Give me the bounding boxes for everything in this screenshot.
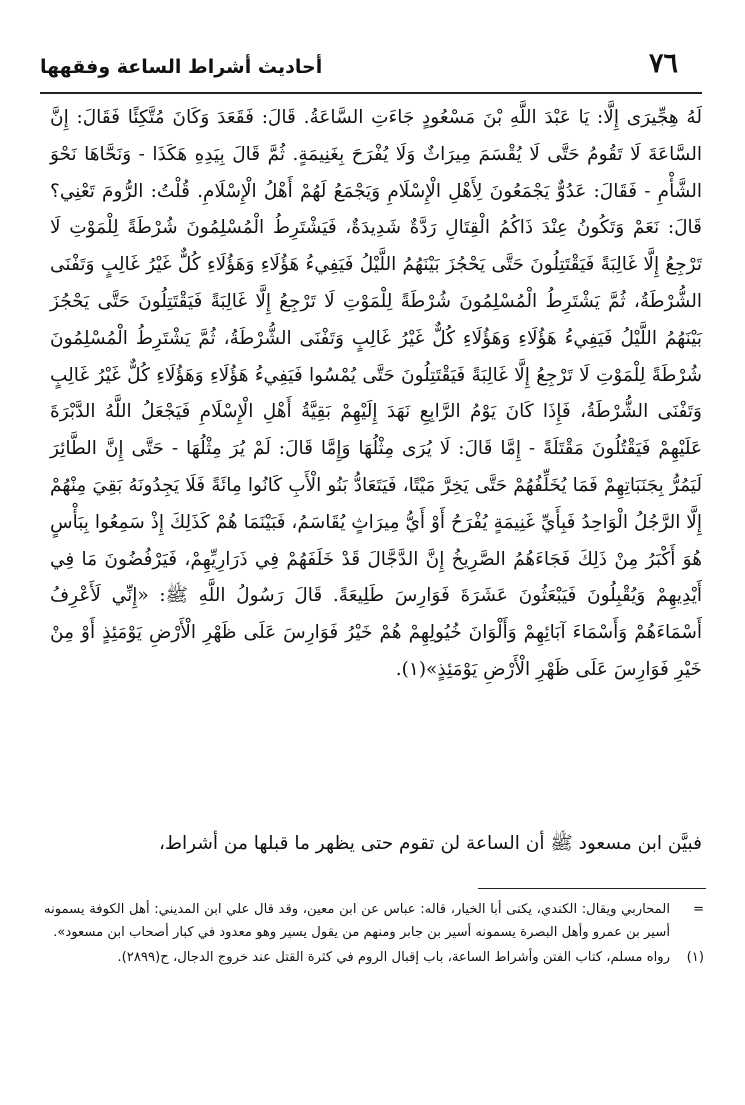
hadith-paragraph: لَهُ هِجِّيرَى إِلَّا: يَا عَبْدَ اللَّهِ بْنَ مَسْعُودٍ جَاءَتِ السَّاعَةُ. قَالَ: فَقَعَدَ وَكَانَ مُتَّكِئًا فَقَالَ: إِنَّ السَّاعَةَ لَا تَقُومُ حَتَّى لَا يُقْسَمَ مِيرَاثٌ وَلَا يُفْرَحَ بِغَنِيمَةٍ. ثُمَّ قَالَ بِيَدِهِ هَكَذَا - وَنَحَّاهَا نَحْوَ الشَّأْمِ - فَقَالَ: عَدُوٌّ يَجْمَعُونَ لِأَهْلِ الْإِسْلَامِ وَيَجْمَعُ لَهُمْ أَهْلُ الْإِسْلَامِ. قُلْتُ: الرُّومَ تَعْنِي؟ قَالَ: نَعَمْ وَتَكُونُ عِنْدَ ذَاكُمُ الْقِتَالِ رَدَّةٌ شَدِيدَةٌ، فَيَشْتَرِطُ الْمُسْلِمُونَ شُرْطَةً لِلْمَوْتِ لَا تَرْجِعُ إِلَّا غَالِبَةً فَيَقْتَتِلُونَ حَتَّى يَحْجُزَ بَيْنَهُمُ اللَّيْلُ فَيَفِيءُ هَؤُلَاءِ وَهَؤُلَاءِ كُلٌّ غَيْرُ غَالِبٍ وَتَفْنَى الشُّرْطَةُ، ثُمَّ يَشْتَرِطُ الْمُسْلِمُونَ شُرْطَةً لِلْمَوْتِ لَا تَرْجِعُ إِلَّا غَالِبَةً فَيَقْتَتِلُونَ حَتَّى يَحْجُزَ بَيْنَهُمُ اللَّيْلُ فَيَفِيءُ هَؤُلَاءِ وَهَؤُلَاءِ كُلٌّ غَيْرُ غَالِبٍ وَتَفْنَى الشُّرْطَةُ، ثُمَّ يَشْتَرِطُ الْمُسْلِمُونَ شُرْطَةً لِلْمَوْتِ لَا تَرْجِعُ إِلَّا غَالِبَةً فَيَقْتَتِلُونَ حَتَّى يُمْسُوا فَيَفِيءُ هَؤُلَاءِ وَهَؤُلَاءِ كُلٌّ غَيْرُ غَالِبٍ وَتَفْنَى الشُّرْطَةُ، فَإِذَا كَانَ يَوْمُ الرَّابِعِ نَهَدَ إِلَيْهِمْ بَقِيَّةُ أَهْلِ الْإِسْلَامِ فَيَجْعَلُ اللَّهُ الدَّبْرَةَ عَلَيْهِمْ فَيَقْتُلُونَ مَقْتَلَةً - إِمَّا قَالَ: لَا يُرَى مِثْلُهَا وَإِمَّا قَالَ: لَمْ يُرَ مِثْلُهَا - حَتَّى إِنَّ الطَّائِرَ لَيَمُرُّ بِجَنَبَاتِهِمْ فَمَا يُخَلِّفُهُمْ حَتَّى يَخِرَّ مَيْتًا، فَيَتَعَادُّ بَنُو الْأَبِ كَانُوا مِائَةً فَلَا يَجِدُونَهُ بَقِيَ مِنْهُمْ إِلَّا الرَّجُلُ الْوَاحِدُ فَبِأَيِّ غَنِيمَةٍ يُفْرَحُ أَوْ أَيُّ مِيرَاثٍ يُقَاسَمُ، فَبَيْنَمَا هُمْ كَذَلِكَ إِذْ سَمِعُوا بِبَأْسٍ هُوَ أَكْبَرُ مِنْ ذَلِكَ فَجَاءَهُمُ الصَّرِيخُ إِنَّ الدَّجَّالَ قَدْ خَلَفَهُمْ فِي ذَرَارِيِّهِمْ، فَيَرْفُضُونَ مَا فِي أَيْدِيهِمْ وَيُقْبِلُونَ فَيَبْعَثُونَ عَشَرَةَ فَوَارِسَ طَلِيعَةً. قَالَ رَسُولُ اللَّهِ ﷺ: «إِنِّي لَأَعْرِفُ أَسْمَاءَهُمْ وَأَسْمَاءَ آبَائِهِمْ وَأَلْوَانَ خُيُولِهِمْ هُمْ خَيْرُ فَوَارِسَ عَلَى ظَهْرِ الْأَرْضِ يَوْمَئِذٍ أَوْ مِنْ خَيْرِ فَوَارِسَ عَلَى ظَهْرِ الْأَرْضِ يَوْمَئِذٍ»(١). (50, 107, 702, 680)
hadith-text-block (50, 100, 702, 689)
page-number: ٧٦ (648, 48, 678, 79)
footnote-separator (478, 888, 706, 889)
running-title: أحاديث أشراط الساعة وفقهها (40, 56, 323, 78)
conclusion-paragraph: فبيَّن ابن مسعود ﷺ أن الساعة لن تقوم حتى يظهر ما قبلها من أشراط، (158, 833, 702, 854)
footnotes-section (44, 898, 706, 971)
footnote-continuation (44, 898, 706, 944)
footnote-marker: = (692, 902, 704, 917)
footnote-text: رواه مسلم، كتاب الفتن وأشراط الساعة، باب إقبال الروم في كثرة القتل عند خروج الدجال، ح(٢٨٩٩). (117, 950, 670, 965)
footnote-text: المحاربي ويقال: الكندي، يكنى أبا الخيار، قاله: عباس عن ابن معين، وقد قال علي ابن المديني: أهل الكوفة يسمونه أسير بن عمرو وأهل البصرة يسمونه أسير بن جابر ومنهم من يقول يسير وهو معدود في كبار أصحاب ابن مسعود». (44, 902, 670, 940)
footnote-1 (44, 946, 706, 969)
footnote-marker: (١) (686, 950, 704, 965)
page-header (40, 44, 702, 94)
